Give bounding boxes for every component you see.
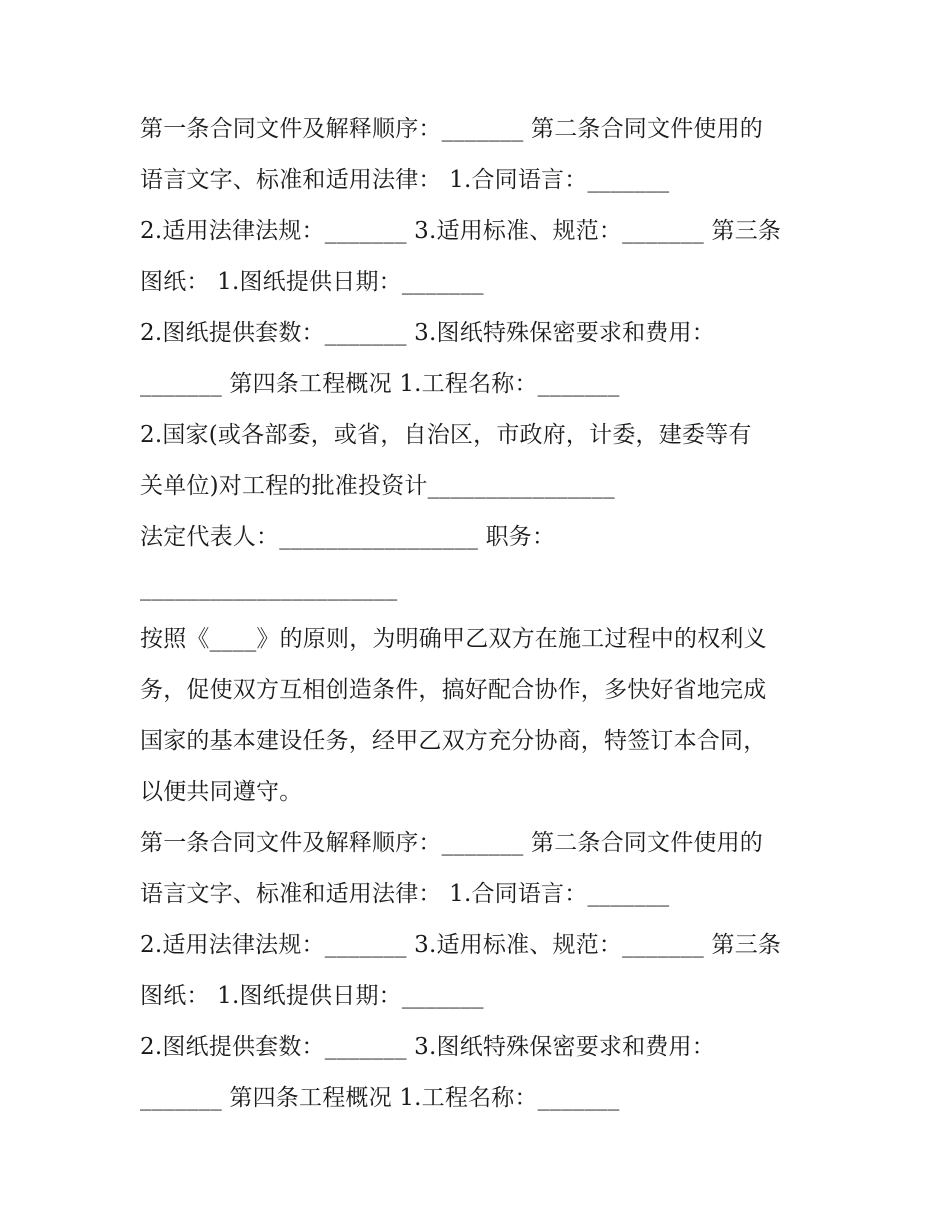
text-line-2: 语言文字、标准和适用法律： 1.合同语言：_______: [140, 167, 670, 193]
text-line-20: _______ 第四条工程概况 1.工程名称：_______: [140, 1085, 620, 1111]
text-line-10: ______________________: [140, 575, 398, 601]
text-line-5: 2.图纸提供套数：_______ 3.图纸特殊保密要求和费用：: [140, 320, 715, 346]
text-line-6: _______ 第四条工程概况 1.工程名称：_______: [140, 371, 620, 397]
text-line-14: 以便共同遵守。: [140, 779, 303, 805]
text-line-18: 图纸： 1.图纸提供日期：_______: [140, 983, 484, 1009]
contract-text-body: [140, 104, 820, 1124]
text-line-16: 语言文字、标准和适用法律： 1.合同语言：_______: [140, 881, 670, 907]
text-line-9: 法定代表人：_________________ 职务：: [140, 524, 556, 550]
text-line-11: 按照《____》的原则，为明确甲乙双方在施工过程中的权利义: [140, 626, 767, 652]
text-line-4: 图纸： 1.图纸提供日期：_______: [140, 269, 484, 295]
text-line-7: 2.国家(或各部委，或省，自治区，市政府，计委，建委等有: [140, 422, 752, 448]
text-line-12: 务，促使双方互相创造条件，搞好配合协作，多快好省地完成: [140, 677, 767, 703]
text-line-13: 国家的基本建设任务，经甲乙双方充分协商，特签订本合同，: [140, 728, 767, 754]
text-line-1: 第一条合同文件及解释顺序：_______ 第二条合同文件使用的: [140, 116, 764, 142]
text-line-17: 2.适用法律法规：_______ 3.适用标准、规范：_______ 第三条: [140, 932, 782, 958]
text-line-8: 关单位)对工程的批准投资计________________: [140, 473, 615, 499]
text-line-19: 2.图纸提供套数：_______ 3.图纸特殊保密要求和费用：: [140, 1034, 715, 1060]
text-line-3: 2.适用法律法规：_______ 3.适用标准、规范：_______ 第三条: [140, 218, 782, 244]
text-line-15: 第一条合同文件及解释顺序：_______ 第二条合同文件使用的: [140, 830, 764, 856]
